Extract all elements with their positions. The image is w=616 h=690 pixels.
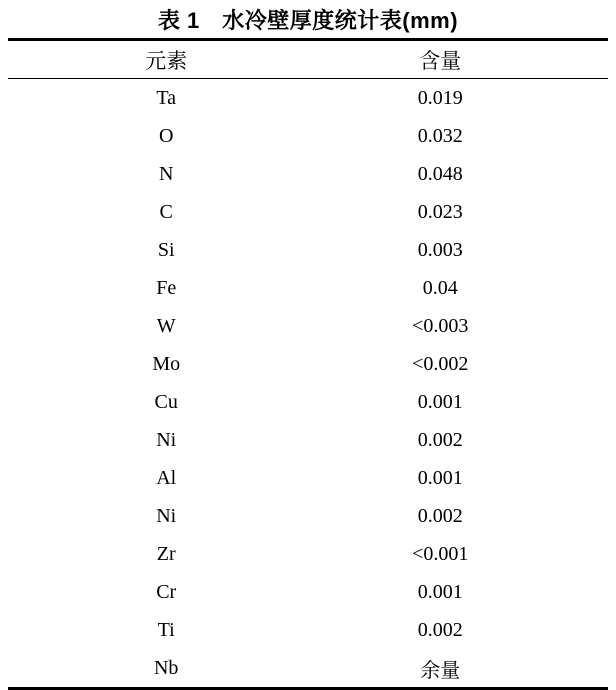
element-cell: Zr <box>156 542 176 565</box>
content-cell: 0.048 <box>417 162 463 185</box>
table-row <box>8 345 608 383</box>
table-body <box>8 79 608 689</box>
column-header-element: 元素 <box>8 40 303 79</box>
table-row <box>8 231 608 269</box>
content-cell: 0.019 <box>417 86 463 109</box>
content-cell: 0.001 <box>417 580 463 603</box>
content-cell: 0.001 <box>417 466 463 489</box>
element-cell: Al <box>156 466 177 489</box>
element-cell: Cu <box>154 390 178 413</box>
content-cell: 余量 <box>420 659 461 682</box>
element-cell: N <box>158 162 174 185</box>
content-cell: <0.003 <box>412 314 469 337</box>
content-cell: 0.002 <box>417 428 463 451</box>
element-cell: Nb <box>153 656 179 679</box>
content-cell: 0.032 <box>417 124 463 147</box>
element-cell: Ta <box>156 86 177 109</box>
table-row <box>8 573 608 611</box>
composition-table <box>8 38 608 690</box>
element-cell: C <box>159 200 173 223</box>
column-header-content: 含量 <box>303 40 608 79</box>
content-cell: 0.002 <box>417 504 463 527</box>
element-cell: Cr <box>156 580 177 603</box>
table-row <box>8 459 608 497</box>
content-cell: <0.002 <box>412 352 469 375</box>
content-cell: 0.023 <box>417 200 463 223</box>
content-cell: <0.001 <box>412 542 469 565</box>
table-row <box>8 307 608 345</box>
header-row <box>8 40 608 79</box>
table-row <box>8 383 608 421</box>
element-cell: W <box>156 314 176 337</box>
table-row <box>8 611 608 649</box>
element-cell: O <box>158 124 174 147</box>
element-cell: Mo <box>152 352 181 375</box>
element-cell: Ti <box>157 618 175 641</box>
table-row <box>8 421 608 459</box>
element-cell: Ni <box>156 428 177 451</box>
table-row <box>8 193 608 231</box>
table-row <box>8 79 608 118</box>
table-row <box>8 535 608 573</box>
content-cell: 0.003 <box>417 238 463 261</box>
content-cell: 0.001 <box>417 390 463 413</box>
table-row <box>8 117 608 155</box>
table-row <box>8 269 608 307</box>
element-cell: Si <box>157 238 175 261</box>
element-cell: Fe <box>156 276 177 299</box>
element-cell: Ni <box>156 504 177 527</box>
table-title: 表 1 水冷壁厚度统计表(mm) <box>157 7 459 33</box>
content-cell: 0.04 <box>422 276 458 299</box>
table-row <box>8 155 608 193</box>
content-cell: 0.002 <box>417 618 463 641</box>
table-row <box>8 649 608 689</box>
table-row <box>8 497 608 535</box>
